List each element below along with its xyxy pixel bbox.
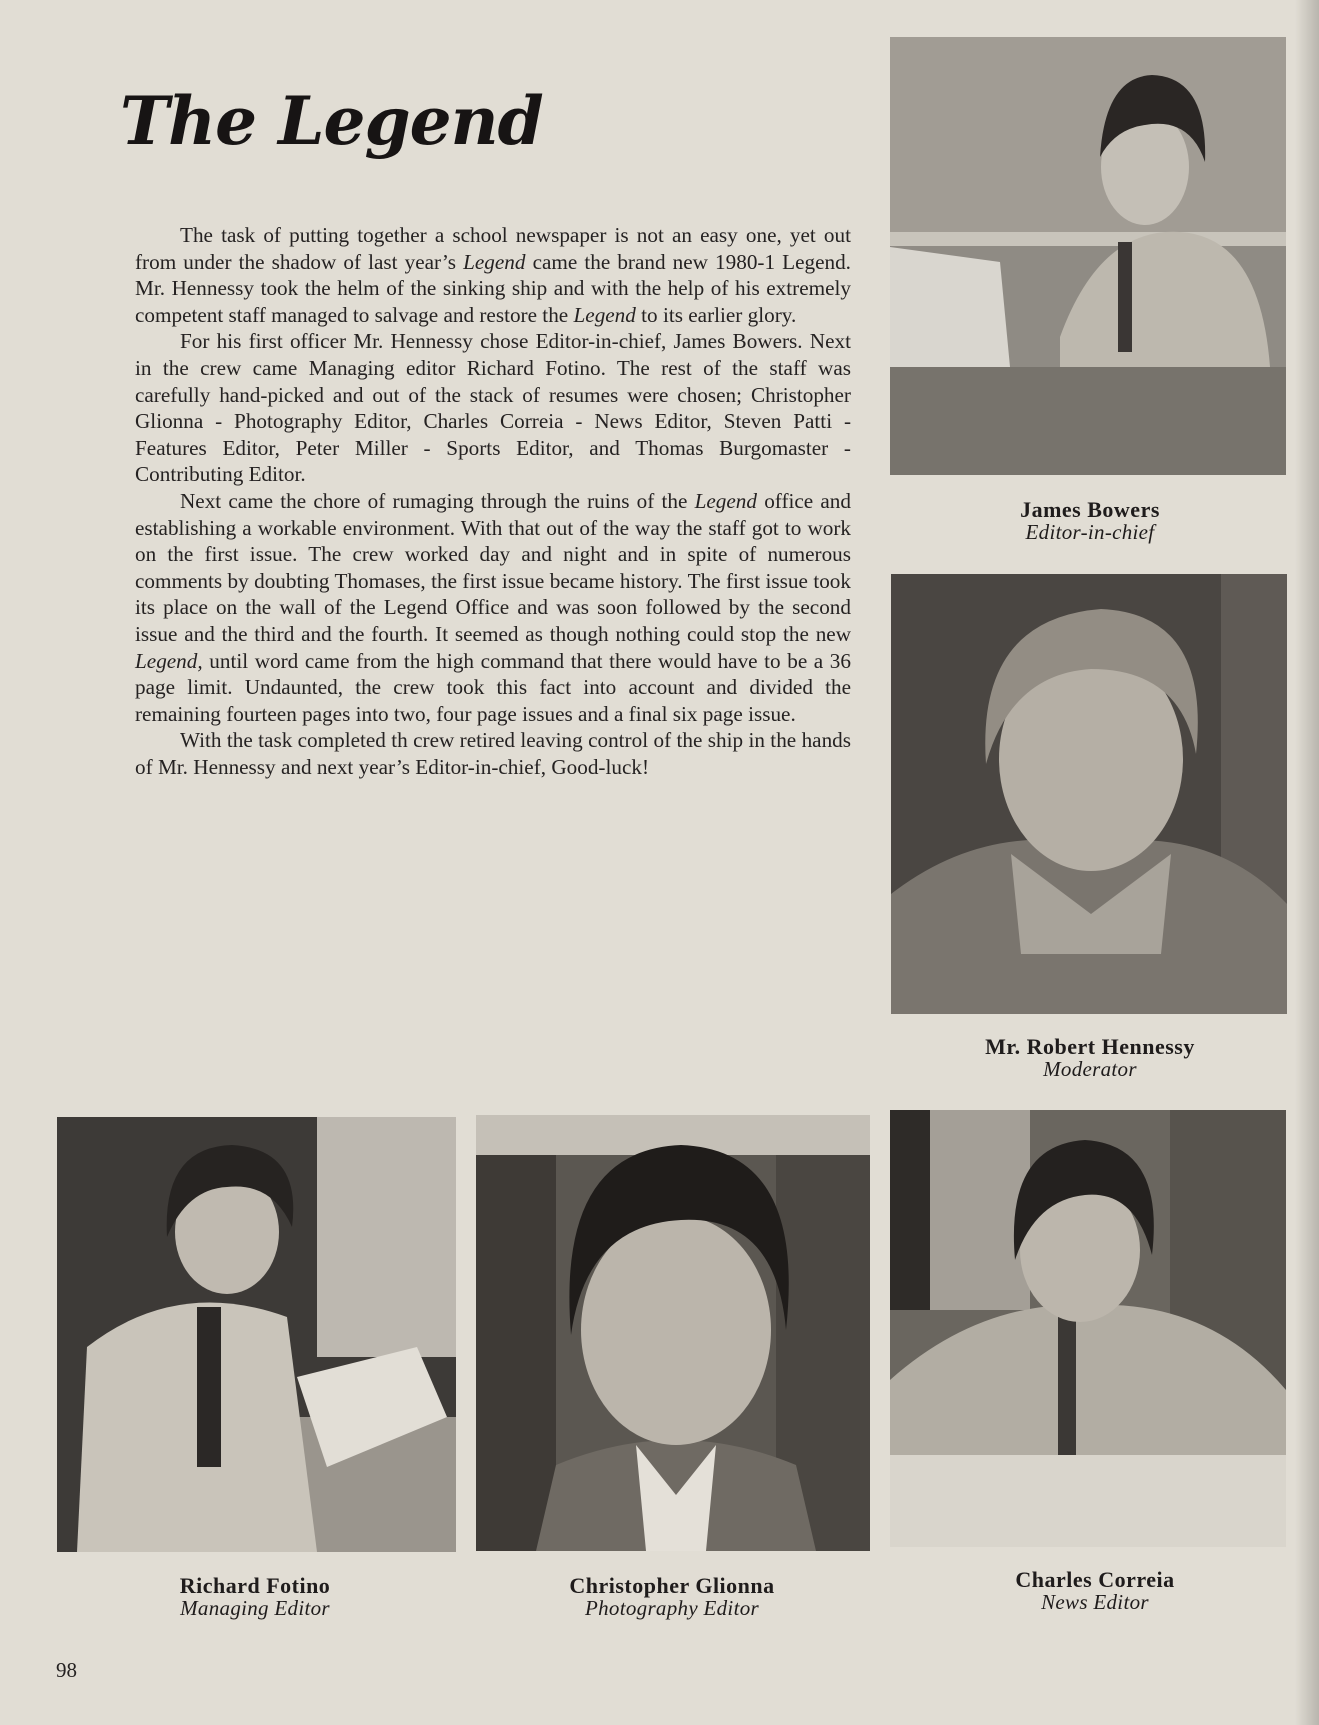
staff-name: Mr. Robert Hennessy (985, 1034, 1195, 1059)
photo-robert-hennessy (891, 574, 1287, 1014)
article-paragraph: Next came the chore of rumaging through the ruins of the Legend office and establishing a workable environment. With that out of the way the staff got to work on the first issue. The crew worked day and night and in spite of numerous comments by doubting Thomases, the first issue became history. The first issue took its place on the wall of the Legend Office and was soon followed by the second issue and the third and the fourth. It seemed as though nothing could stop the new Legend, until word came from the high command that there would have to be a 36 page limit. Undaunted, the crew took this fact into account and divided the remaining fourteen pages into two, four page issues and a final six page issue. (135, 488, 851, 726)
caption-christopher-glionna (522, 1574, 822, 1620)
caption-richard-fotino (120, 1574, 390, 1620)
staff-role: Managing Editor (180, 1596, 330, 1620)
photo-charles-correia (890, 1110, 1286, 1547)
staff-role: Editor-in-chief (1025, 520, 1155, 544)
caption-james-bowers (960, 498, 1220, 544)
italic-text: Legend, (135, 648, 203, 673)
caption-charles-correia (960, 1568, 1230, 1614)
article-paragraph: The task of putting together a school newspaper is not an easy one, yet out from under the shadow of last year’s Legend came the brand new 1980-1 Legend. Mr. Hennessy took the helm of the sinking ship and with the help of his extremely competent staff managed to salvage and restore the Legend to its earlier glory. (135, 223, 851, 327)
staff-name: Charles Correia (1015, 1567, 1175, 1592)
staff-role: Moderator (1043, 1057, 1137, 1081)
italic-text: Legend (463, 249, 526, 274)
page-title: The Legend (120, 82, 543, 160)
article-paragraph: With the task completed th crew retired leaving control of the ship in the hands of Mr. Hennessy and next year’s Editor-in-chief, Good-luck! (135, 728, 851, 779)
page-edge-shadow (1295, 0, 1319, 1725)
photo-richard-fotino (57, 1117, 456, 1552)
staff-name: Christopher Glionna (569, 1573, 775, 1598)
page-number: 98 (56, 1658, 77, 1682)
staff-name: Richard Fotino (179, 1573, 331, 1598)
staff-name: James Bowers (1020, 497, 1160, 522)
photo-christopher-glionna (476, 1115, 870, 1551)
caption-robert-hennessy (930, 1035, 1250, 1081)
article-body (135, 222, 851, 780)
photo-james-bowers (890, 37, 1286, 475)
article-paragraph: For his first officer Mr. Hennessy chose Editor-in-chief, James Bowers. Next in the crew came Managing editor Richard Fotino. The rest of the staff was carefully hand-picked and out of the stack of resumes were chosen; Christopher Glionna - Photography Editor, Charles Correia - News Editor, Steven Patti - Features Editor, Peter Miller - Sports Editor, and Thomas Burgomaster - Contributing Editor. (135, 329, 851, 487)
staff-role: News Editor (1041, 1590, 1149, 1614)
italic-text: Legend (573, 302, 636, 327)
staff-role: Photography Editor (585, 1596, 759, 1620)
italic-text: Legend (694, 488, 757, 513)
